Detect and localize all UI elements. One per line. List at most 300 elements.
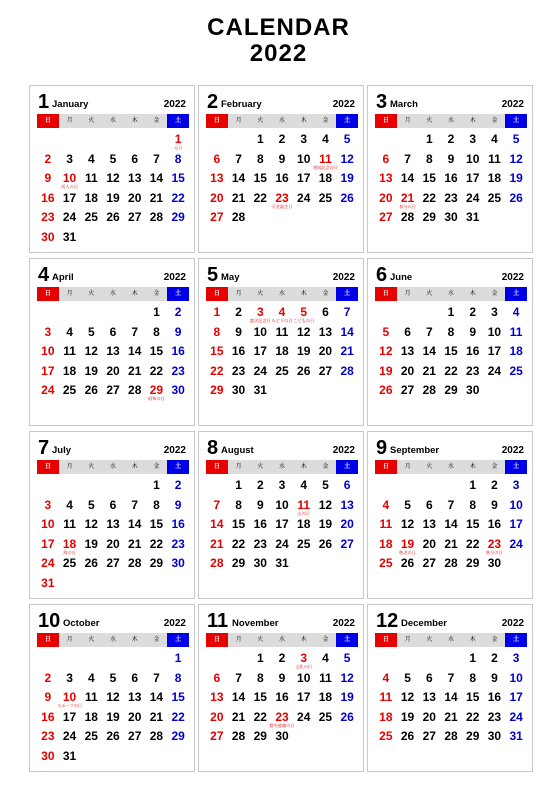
day-number: 21 — [128, 536, 142, 551]
weekday-label: 月 — [59, 460, 81, 474]
day-number: 2 — [447, 132, 455, 146]
month-block — [198, 85, 364, 253]
day-number: 13 — [422, 690, 436, 705]
day-number: 23 — [171, 536, 185, 551]
day-number: 8 — [447, 324, 455, 339]
weekday-label: 月 — [59, 114, 81, 128]
empty-day-cell — [397, 651, 419, 671]
weekday-label: 金 — [484, 287, 506, 301]
month-year: 2022 — [501, 445, 524, 456]
day-cell — [271, 537, 293, 557]
day-cell — [228, 344, 250, 364]
day-number: 2 — [491, 651, 498, 665]
month-number: 11 — [207, 610, 229, 632]
day-cell — [375, 690, 397, 710]
month-name: July — [52, 445, 72, 456]
day-number: 14 — [400, 171, 415, 186]
empty-day-cell — [375, 132, 397, 152]
day-number: 16 — [487, 690, 502, 705]
day-cell — [375, 517, 397, 537]
day-cell — [80, 383, 102, 403]
day-cell — [102, 383, 124, 403]
day-cell — [146, 325, 168, 345]
day-cell — [505, 171, 527, 191]
day-cell — [462, 325, 484, 345]
day-cell — [228, 210, 250, 230]
month-header — [207, 611, 355, 631]
month-name: June — [390, 272, 413, 283]
day-cell — [315, 344, 337, 364]
day-number: 10 — [466, 151, 480, 166]
day-number: 8 — [256, 670, 264, 685]
weekday-label: 土 — [167, 114, 189, 128]
day-number: 29 — [444, 383, 458, 398]
day-number: 13 — [422, 517, 436, 532]
day-number: 8 — [235, 497, 242, 512]
day-cell — [462, 305, 484, 325]
days-grid — [37, 305, 189, 403]
day-cell — [440, 132, 462, 152]
day-number: 2 — [235, 305, 242, 319]
days-grid — [375, 132, 527, 230]
day-cell — [440, 383, 462, 403]
weekday-header-row — [206, 460, 358, 474]
day-cell — [146, 191, 168, 211]
day-number: 19 — [509, 171, 523, 186]
day-cell — [375, 171, 397, 191]
day-cell — [228, 364, 250, 384]
day-number: 14 — [128, 517, 142, 532]
day-cell — [124, 517, 146, 537]
day-number: 21 — [400, 190, 415, 205]
day-number: 10 — [509, 497, 523, 512]
day-cell — [228, 152, 250, 172]
day-number: 19 — [84, 536, 98, 551]
day-number: 12 — [340, 670, 354, 685]
day-number: 5 — [109, 670, 117, 685]
day-number: 24 — [297, 709, 311, 724]
month-number: 6 — [376, 264, 388, 286]
day-number: 12 — [318, 497, 333, 512]
weekday-label: 火 — [418, 460, 440, 474]
day-cell — [462, 556, 484, 576]
day-cell — [484, 517, 506, 537]
day-cell — [484, 364, 506, 384]
empty-day-cell — [206, 651, 228, 671]
day-cell — [505, 191, 527, 211]
weekday-label: 月 — [228, 287, 250, 301]
day-number: 31 — [62, 748, 77, 763]
empty-day-cell — [102, 132, 124, 152]
empty-day-cell — [37, 132, 59, 152]
empty-day-cell — [102, 651, 124, 671]
weekday-label: 金 — [146, 114, 168, 128]
day-cell — [37, 749, 59, 769]
day-cell — [375, 325, 397, 345]
day-number: 17 — [297, 690, 311, 705]
day-cell — [102, 344, 124, 364]
weekday-label: 金 — [146, 460, 168, 474]
day-cell — [271, 325, 293, 345]
day-number: 20 — [422, 536, 436, 551]
day-cell — [462, 710, 484, 730]
weekday-label: 月 — [397, 460, 419, 474]
day-number: 25 — [84, 210, 98, 225]
month-name: February — [221, 99, 262, 110]
empty-day-cell — [124, 132, 146, 152]
day-cell — [418, 171, 440, 191]
day-number: 28 — [400, 210, 415, 225]
day-number: 5 — [109, 151, 117, 166]
weekday-label: 月 — [228, 633, 250, 647]
day-cell — [146, 364, 168, 384]
weekday-label: 月 — [228, 114, 250, 128]
month-header — [376, 611, 524, 631]
day-cell — [249, 478, 271, 498]
day-cell — [397, 690, 419, 710]
day-cell — [484, 191, 506, 211]
day-cell — [59, 671, 81, 691]
day-number: 21 — [444, 536, 458, 551]
day-number: 15 — [171, 690, 185, 705]
weekday-label: 土 — [167, 287, 189, 301]
day-cell — [167, 364, 189, 384]
day-cell — [375, 152, 397, 172]
weekday-header-row — [206, 287, 358, 301]
day-cell — [505, 690, 527, 710]
day-cell — [37, 152, 59, 172]
day-number: 11 — [63, 344, 76, 359]
day-number: 26 — [84, 383, 98, 398]
day-cell — [271, 517, 293, 537]
month-block — [29, 258, 195, 426]
day-cell — [336, 152, 358, 172]
day-number: 15 — [466, 517, 480, 532]
day-number: 4 — [300, 478, 308, 492]
day-number: 18 — [379, 536, 393, 551]
day-number: 6 — [109, 497, 117, 512]
day-cell — [59, 710, 81, 730]
day-cell — [315, 171, 337, 191]
day-number: 29 — [171, 210, 185, 225]
day-number: 19 — [84, 363, 98, 378]
day-number: 4 — [87, 670, 95, 685]
month-name: October — [63, 618, 100, 629]
day-cell — [293, 344, 315, 364]
day-number: 10 — [253, 324, 267, 339]
day-number: 6 — [425, 497, 433, 512]
day-number: 6 — [131, 151, 139, 166]
day-cell — [418, 671, 440, 691]
empty-day-cell — [375, 651, 397, 671]
day-number: 9 — [491, 497, 498, 512]
day-cell — [206, 556, 228, 576]
empty-day-cell — [440, 478, 462, 498]
weekday-label: 火 — [418, 287, 440, 301]
month-header — [38, 265, 186, 285]
day-cell — [312, 151, 338, 172]
weekday-label: 土 — [336, 114, 358, 128]
day-cell — [167, 710, 189, 730]
day-cell — [293, 498, 315, 518]
day-number: 26 — [340, 709, 354, 724]
day-cell — [440, 690, 462, 710]
weekday-label: 日 — [206, 114, 228, 128]
month-year: 2022 — [163, 618, 186, 629]
weekday-header-row — [206, 633, 358, 647]
day-cell — [484, 556, 506, 576]
day-number: 12 — [509, 151, 523, 166]
day-number: 20 — [210, 190, 224, 205]
day-number: 4 — [66, 324, 73, 339]
day-number: 17 — [275, 517, 289, 532]
holiday-name: 山の日 — [297, 510, 310, 516]
month-number: 3 — [376, 91, 388, 113]
month-year: 2022 — [163, 445, 186, 456]
day-cell — [206, 191, 228, 211]
day-number: 30 — [487, 556, 502, 571]
day-cell — [249, 671, 271, 691]
day-cell — [249, 498, 271, 518]
day-number: 3 — [300, 132, 308, 146]
weekday-header-row — [375, 633, 527, 647]
day-cell — [146, 517, 168, 537]
day-number: 14 — [444, 517, 458, 532]
day-number: 23 — [275, 190, 289, 205]
day-number: 13 — [400, 344, 415, 359]
day-cell — [228, 729, 250, 749]
day-cell — [167, 729, 189, 749]
month-header — [38, 611, 186, 631]
day-number: 7 — [447, 670, 455, 685]
weekday-header-row — [375, 287, 527, 301]
weekday-label: 金 — [146, 287, 168, 301]
day-number: 14 — [231, 171, 246, 186]
month-block — [198, 604, 364, 772]
month-header — [38, 438, 186, 458]
day-number: 23 — [41, 210, 55, 225]
day-cell — [167, 498, 189, 518]
day-cell — [59, 191, 81, 211]
day-number: 8 — [174, 151, 182, 166]
weekday-label: 土 — [505, 633, 527, 647]
day-cell — [124, 729, 146, 749]
day-cell — [505, 710, 527, 730]
day-cell — [293, 478, 315, 498]
weekday-label: 木 — [293, 114, 315, 128]
day-number: 28 — [444, 556, 458, 571]
day-number: 10 — [509, 670, 523, 685]
weekday-label: 木 — [293, 460, 315, 474]
day-cell — [440, 710, 462, 730]
day-number: 12 — [84, 344, 98, 359]
weekday-label: 土 — [336, 287, 358, 301]
day-cell — [206, 305, 228, 325]
weekday-label: 土 — [505, 287, 527, 301]
month-header — [207, 265, 355, 285]
day-number: 20 — [340, 517, 354, 532]
day-cell — [462, 344, 484, 364]
day-number: 28 — [231, 729, 246, 744]
day-number: 5 — [87, 497, 95, 512]
month-name: December — [401, 618, 447, 629]
days-grid — [37, 132, 189, 250]
day-number: 31 — [466, 210, 480, 225]
day-cell — [315, 478, 337, 498]
day-number: 31 — [62, 229, 77, 244]
empty-day-cell — [80, 305, 102, 325]
day-number: 29 — [466, 556, 480, 571]
day-cell — [315, 517, 337, 537]
day-cell — [59, 749, 81, 769]
day-cell — [336, 671, 358, 691]
day-number: 21 — [149, 190, 164, 205]
day-cell — [37, 498, 59, 518]
day-cell — [249, 537, 271, 557]
day-cell — [167, 171, 189, 191]
day-number: 3 — [491, 305, 498, 319]
day-cell — [37, 344, 59, 364]
day-number: 3 — [66, 151, 73, 166]
day-cell — [418, 210, 440, 230]
day-number: 31 — [275, 556, 289, 571]
day-cell — [167, 478, 189, 498]
day-number: 4 — [512, 305, 520, 319]
month-block — [367, 85, 533, 253]
day-number: 27 — [210, 210, 224, 225]
day-cell — [124, 498, 146, 518]
day-cell — [271, 152, 293, 172]
day-number: 23 — [171, 363, 185, 378]
day-number: 1 — [174, 132, 182, 146]
day-number: 23 — [253, 536, 267, 551]
day-number: 28 — [422, 383, 436, 398]
day-number: 15 — [210, 344, 224, 359]
weekday-label: 火 — [249, 114, 271, 128]
day-number: 22 — [171, 709, 185, 724]
month-header — [207, 92, 355, 112]
day-number: 26 — [379, 383, 393, 398]
holiday-name: 建国記念の日 — [312, 164, 338, 170]
day-cell — [271, 556, 293, 576]
day-number: 13 — [106, 344, 120, 359]
day-cell — [146, 671, 168, 691]
day-number: 17 — [62, 190, 77, 205]
day-number: 28 — [231, 210, 246, 225]
day-cell — [102, 710, 124, 730]
day-cell — [293, 171, 315, 191]
day-cell — [505, 517, 527, 537]
empty-day-cell — [37, 478, 59, 498]
day-cell — [80, 191, 102, 211]
day-cell — [124, 710, 146, 730]
empty-day-cell — [80, 478, 102, 498]
day-cell — [59, 729, 81, 749]
day-cell — [418, 517, 440, 537]
day-cell — [124, 171, 146, 191]
day-number: 4 — [278, 305, 286, 319]
day-number: 6 — [404, 324, 411, 339]
day-cell — [293, 517, 315, 537]
day-cell — [228, 710, 250, 730]
day-number: 20 — [422, 709, 436, 724]
day-number: 27 — [340, 536, 354, 551]
day-cell — [228, 537, 250, 557]
weekday-label: 水 — [271, 633, 293, 647]
weekday-label: 木 — [293, 633, 315, 647]
day-cell — [418, 383, 440, 403]
weekday-label: 火 — [249, 460, 271, 474]
day-cell — [228, 171, 250, 191]
day-cell — [80, 152, 102, 172]
month-year: 2022 — [501, 272, 524, 283]
calendar-title: CALENDAR — [207, 14, 350, 41]
day-number: 12 — [400, 690, 415, 705]
day-cell — [505, 729, 527, 749]
day-number: 11 — [379, 517, 393, 532]
empty-day-cell — [440, 651, 462, 671]
day-number: 24 — [466, 190, 480, 205]
day-number: 27 — [379, 210, 393, 225]
day-number: 19 — [400, 709, 415, 724]
month-block — [29, 604, 195, 772]
day-number: 16 — [41, 709, 55, 724]
day-cell — [102, 517, 124, 537]
weekday-label: 火 — [249, 633, 271, 647]
day-number: 15 — [444, 344, 458, 359]
day-cell — [484, 710, 506, 730]
day-number: 14 — [231, 690, 246, 705]
day-number: 12 — [84, 517, 98, 532]
day-cell — [167, 671, 189, 691]
weekday-label: 木 — [462, 460, 484, 474]
day-number: 17 — [509, 690, 523, 705]
day-number: 22 — [253, 709, 267, 724]
weekday-label: 月 — [397, 114, 419, 128]
day-number: 25 — [297, 536, 311, 551]
day-number: 2 — [256, 478, 264, 492]
empty-day-cell — [59, 478, 81, 498]
holiday-name: 勤労感謝の日 — [269, 722, 295, 728]
day-cell — [418, 191, 440, 211]
day-number: 21 — [231, 190, 246, 205]
day-number: 29 — [171, 729, 185, 744]
calendar-year-title: 2022 — [249, 40, 308, 67]
day-number: 9 — [447, 151, 455, 166]
day-number: 3 — [300, 651, 308, 665]
empty-day-cell — [124, 305, 146, 325]
day-number: 10 — [297, 670, 311, 685]
day-number: 7 — [447, 497, 455, 512]
day-cell — [228, 191, 250, 211]
day-number: 23 — [487, 536, 502, 551]
day-number: 15 — [466, 690, 480, 705]
day-cell — [167, 132, 189, 152]
day-cell — [336, 132, 358, 152]
weekday-label: 月 — [397, 633, 419, 647]
day-cell — [505, 478, 527, 498]
month-block — [367, 258, 533, 426]
day-cell — [418, 344, 440, 364]
day-number: 6 — [343, 478, 351, 492]
day-cell — [146, 478, 168, 498]
weekday-label: 日 — [37, 633, 59, 647]
day-cell — [228, 478, 250, 498]
day-number: 5 — [87, 324, 95, 339]
day-cell — [146, 690, 168, 710]
day-number: 18 — [487, 171, 502, 186]
day-number: 12 — [106, 690, 120, 705]
